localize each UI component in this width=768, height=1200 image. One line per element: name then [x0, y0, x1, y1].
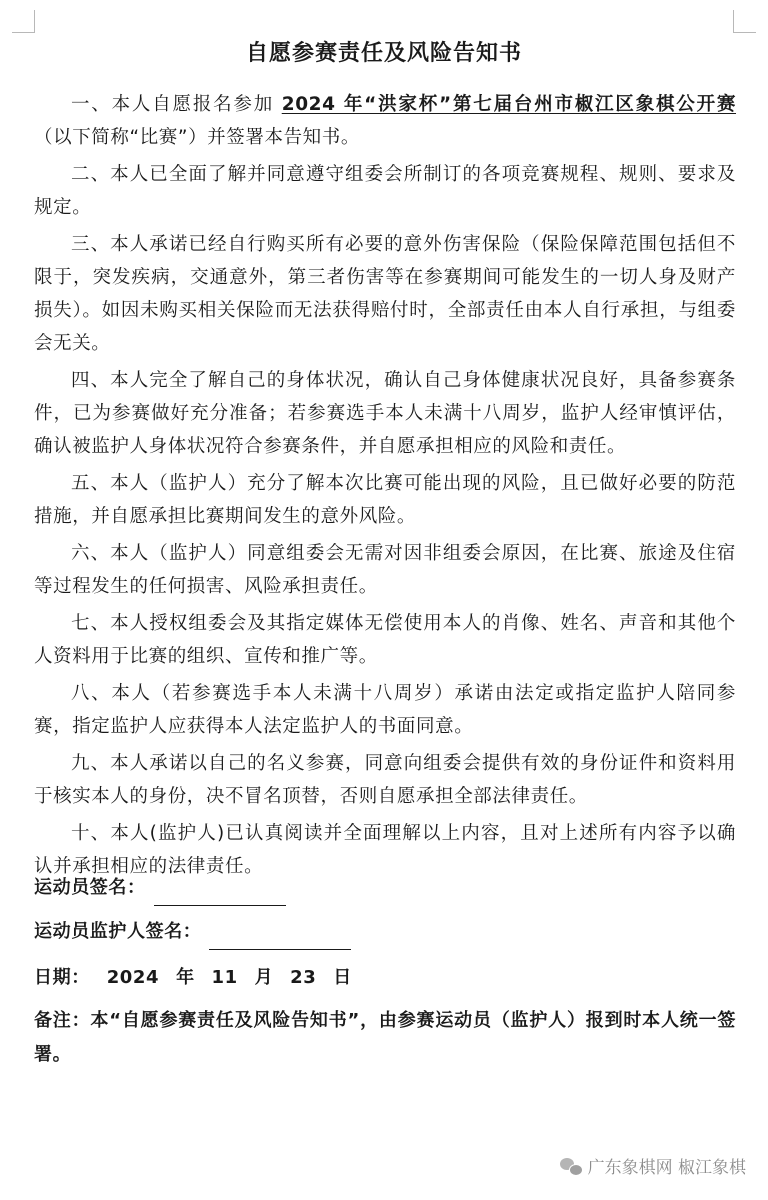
clause-5: 五、本人（监护人）充分了解本次比赛可能出现的风险，且已做好必要的防范措施，并自愿承担比赛期间发生的意外风险。 — [34, 473, 736, 527]
clause-9: 九、本人承诺以自己的名义参赛，同意向组委会提供有效的身份证件和资料用于核实本人的身份，决不冒名顶替，否则自愿承担全部法律责任。 — [34, 753, 736, 807]
document-body — [34, 88, 736, 887]
wechat-icon — [560, 1157, 582, 1175]
crop-mark-top-right — [733, 10, 756, 33]
date-year-unit: 年 — [176, 967, 195, 988]
date-month: 11 — [211, 967, 238, 988]
clause-2: 二、本人已全面了解并同意遵守组委会所制订的各项竞赛规程、规则、要求及规定。 — [34, 164, 736, 218]
clause-10: 十、本人(监护人)已认真阅读并全面理解以上内容，且对上述所有内容予以确认并承担相应的法律责任。 — [34, 823, 736, 877]
clause-3: 三、本人承诺已经自行购买所有必要的意外伤害保险（保险保障范围包括但不限于，突发疾病，交通意外，第三者伤害等在参赛期间可能发生的一切人身及财产损失）。如因未购买相关保险而无法获得赔付时，全部责任由本人自行承担，与组委会无关。 — [34, 234, 736, 354]
athlete-signature-row — [34, 870, 736, 914]
clause-1-suffix: （以下简称“比赛”）并签署本告知书。 — [34, 127, 360, 148]
athlete-signature-blank — [154, 881, 286, 906]
clause-6: 六、本人（监护人）同意组委会无需对因非组委会原因，在比赛、旅途及住宿等过程发生的任何损害、风险承担责任。 — [34, 543, 736, 597]
date-row — [34, 960, 736, 996]
clause-1-prefix: 一、本人自愿报名参加 — [71, 94, 282, 115]
watermark-text: 广东象棋网 椒江象棋 — [587, 1158, 746, 1178]
watermark — [560, 1153, 746, 1178]
clause-1 — [34, 88, 736, 154]
clause-7: 七、本人授权组委会及其指定媒体无偿使用本人的肖像、姓名、声音和其他个人资料用于比赛的组织、宣传和推广等。 — [34, 613, 736, 667]
guardian-signature-blank — [209, 925, 351, 950]
date-year: 2024 — [106, 967, 160, 988]
crop-mark-top-left — [12, 10, 35, 33]
clause-8: 八、本人（若参赛选手本人未满十八周岁）承诺由法定或指定监护人陪同参赛，指定监护人应获得本人法定监护人的书面同意。 — [34, 683, 736, 737]
event-name: 2024 年“洪家杯”第七届台州市椒江区象棋公开赛 — [281, 94, 737, 115]
clause-4: 四、本人完全了解自己的身体状况，确认自己身体健康状况良好，具备参赛条件，已为参赛做好充分准备；若参赛选手本人未满十八周岁，监护人经审慎评估，确认被监护人身体状况符合参赛条件，并自愿承担相应的风险和责任。 — [34, 370, 736, 457]
date-day: 23 — [290, 967, 317, 988]
date-month-unit: 月 — [254, 967, 274, 988]
guardian-signature-label: 运动员监护人签名： — [34, 921, 202, 942]
athlete-signature-label: 运动员签名： — [34, 877, 146, 898]
document-title: 自愿参赛责任及风险告知书 — [245, 41, 522, 66]
date-day-unit: 日 — [333, 967, 352, 988]
signature-section — [34, 870, 736, 1072]
date-label: 日期： — [34, 967, 90, 988]
remark-note: 备注：本“自愿参赛责任及风险告知书”，由参赛运动员（监护人）报到时本人统一签署。 — [34, 1010, 736, 1065]
guardian-signature-row — [34, 914, 736, 958]
